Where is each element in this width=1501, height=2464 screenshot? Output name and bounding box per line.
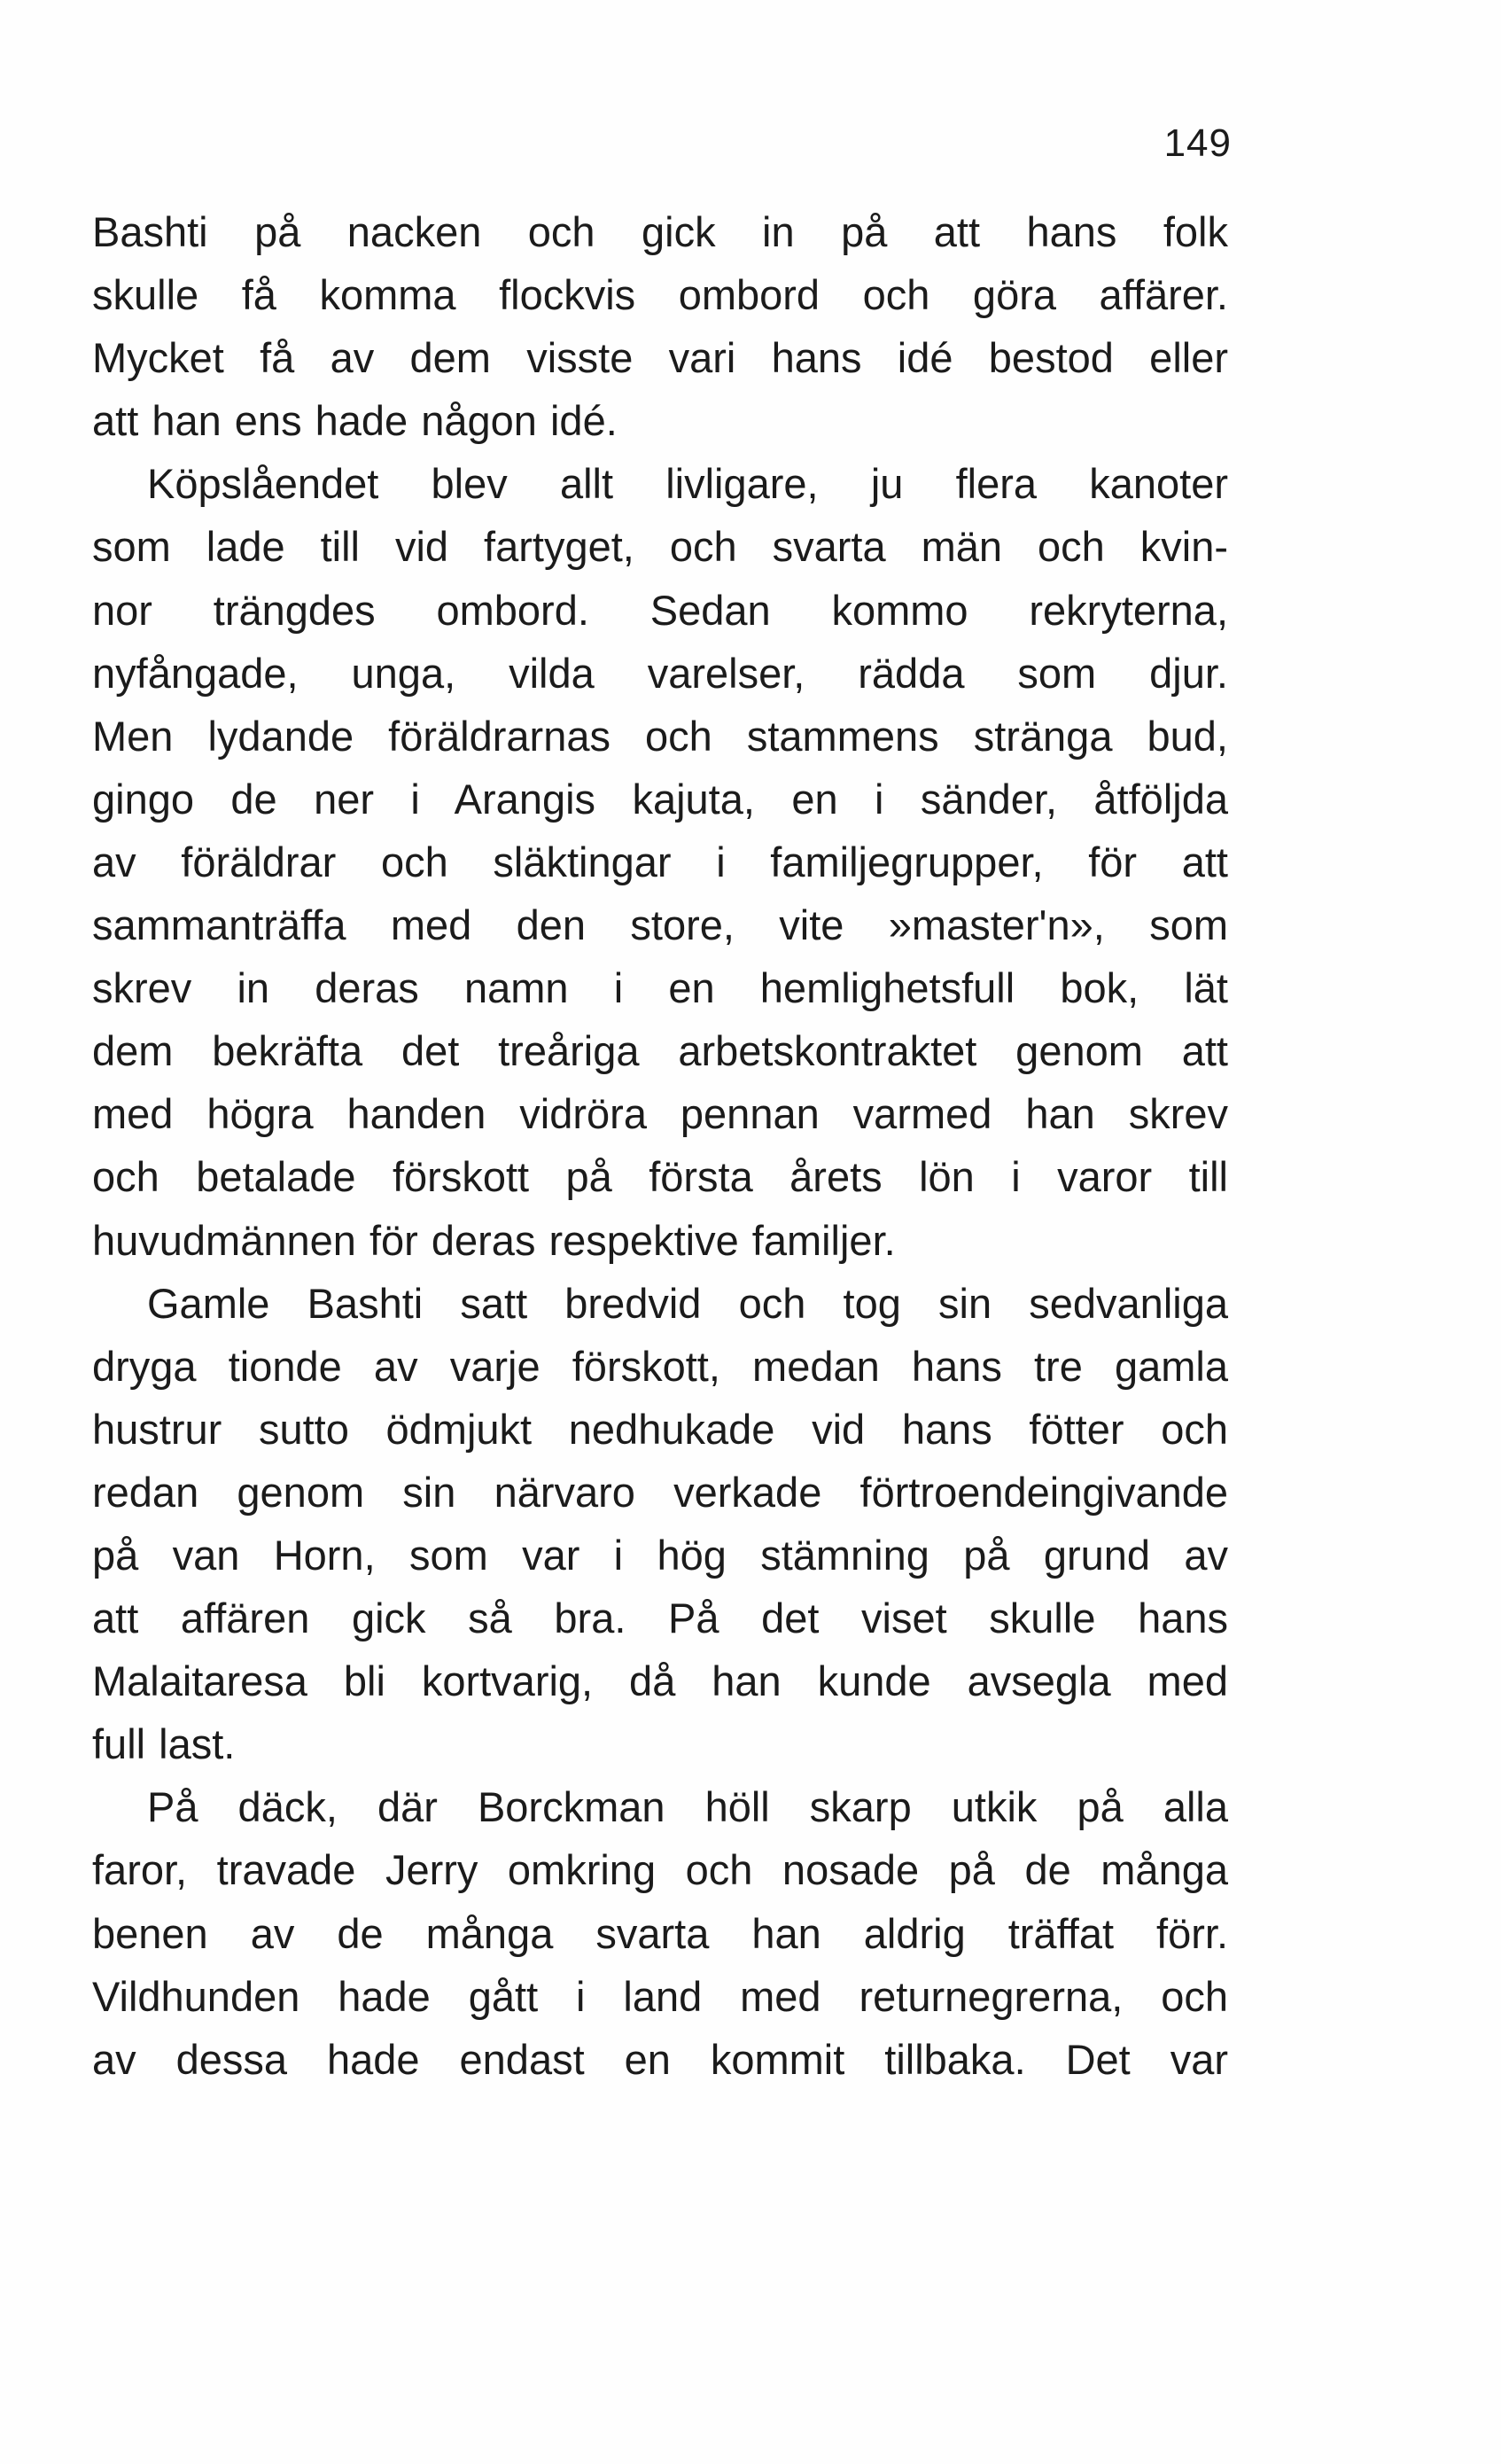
text-line: på van Horn, som var i hög stämning på grund av	[92, 1531, 1228, 1579]
text-line: Mycket få av dem visste vari hans idé bestod eller	[92, 334, 1228, 382]
text-line: att han ens hade någon idé.	[92, 397, 618, 445]
text-line: huvudmännen för deras respektive familjer.	[92, 1216, 896, 1264]
text-line: med högra handen vidröra pennan varmed han skrev	[92, 1090, 1228, 1138]
text-line: Malaitaresa bli kortvarig, då han kunde avsegla med	[92, 1657, 1228, 1705]
text-line: faror, travade Jerry omkring och nosade på de många	[92, 1846, 1228, 1894]
text-line: sammanträffa med den store, vite »master'n», som	[92, 901, 1228, 949]
text-line: att affären gick så bra. På det viset skulle hans	[92, 1595, 1228, 1642]
page-number: 149	[1163, 121, 1232, 165]
text-line: och betalade förskott på första årets lön i varor till	[92, 1153, 1228, 1201]
text-line: redan genom sin närvaro verkade förtroendeingivande	[92, 1468, 1228, 1516]
text-line: dem bekräfta det treåriga arbetskontraktet genom att	[92, 1027, 1228, 1075]
text-line: Köpslåendet blev allt livligare, ju flera kanoter	[147, 460, 1228, 508]
text-line: gingo de ner i Arangis kajuta, en i sänder, åtföljda	[92, 775, 1228, 823]
text-line: På däck, där Borckman höll skarp utkik på alla	[147, 1783, 1228, 1831]
text-line: benen av de många svarta han aldrig träffat förr.	[92, 1909, 1228, 1957]
text-line: dryga tionde av varje förskott, medan hans tre gamla	[92, 1342, 1228, 1390]
text-line: nyfångade, unga, vilda varelser, rädda som djur.	[92, 649, 1228, 697]
text-line: Vildhunden hade gått i land med returnegrerna, och	[92, 1972, 1228, 2020]
text-line: hustrur sutto ödmjukt nedhukade vid hans fötter och	[92, 1405, 1228, 1453]
text-line: som lade till vid fartyget, och svarta män och kvin-	[92, 523, 1228, 571]
text-line: full last.	[92, 1720, 236, 1768]
body-text	[92, 207, 1228, 2098]
text-line: av dessa hade endast en kommit tillbaka. Det var	[92, 2035, 1228, 2083]
text-line: Bashti på nacken och gick in på att hans folk	[92, 208, 1228, 255]
text-line: skrev in deras namn i en hemlighetsfull bok, lät	[92, 964, 1228, 1012]
text-line: skulle få komma flockvis ombord och göra affärer.	[92, 271, 1228, 319]
text-line: Men lydande föräldrarnas och stammens stränga bud,	[92, 712, 1228, 760]
text-line: av föräldrar och släktingar i familjegrupper, för att	[92, 838, 1228, 885]
text-line: Gamle Bashti satt bredvid och tog sin sedvanliga	[147, 1279, 1228, 1327]
text-line: nor trängdes ombord. Sedan kommo rekryterna,	[92, 586, 1228, 634]
